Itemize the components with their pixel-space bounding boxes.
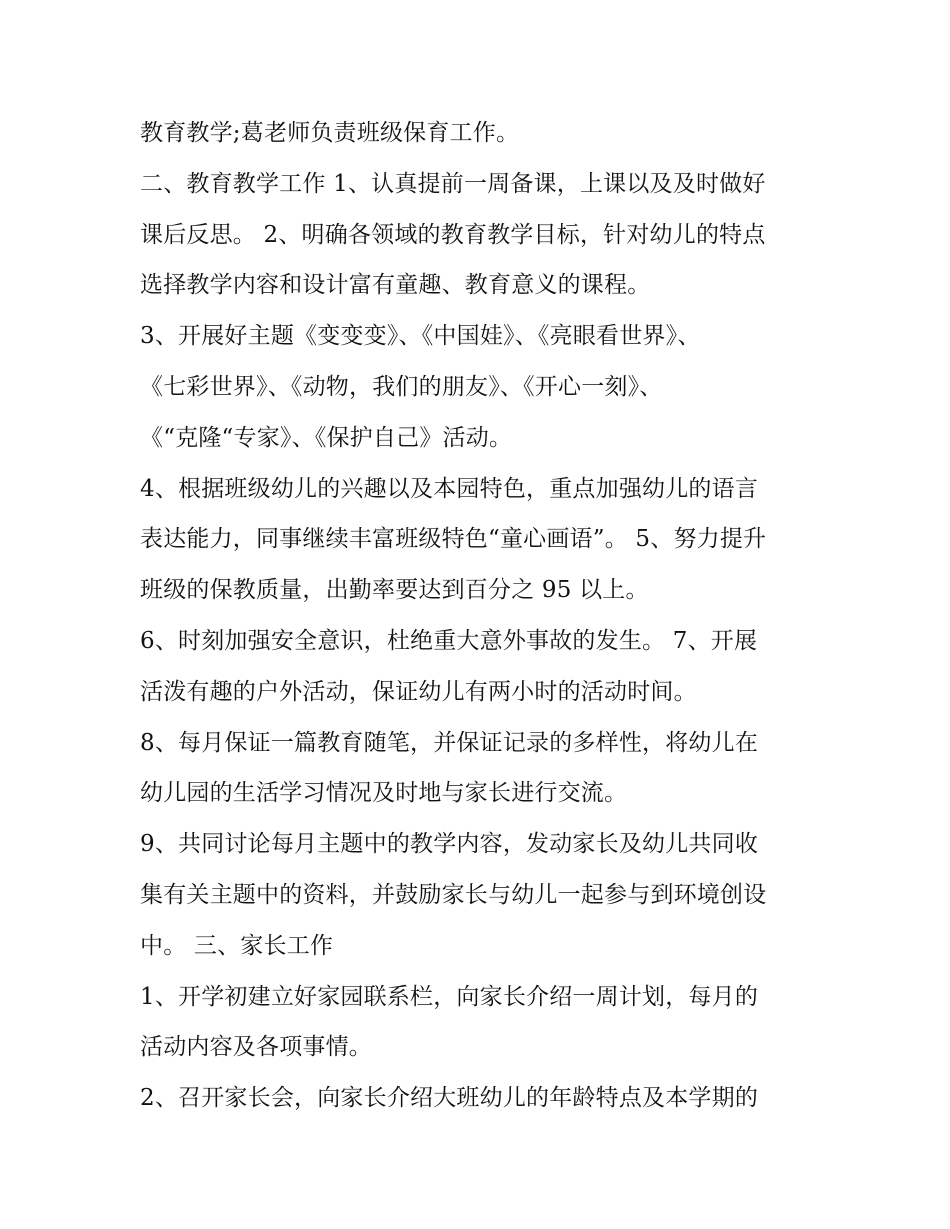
document-body — [140, 108, 840, 1124]
text-line: 3、开展好主题《变变变》、《中国娃》、《亮眼看世界》、 — [140, 323, 701, 350]
text-line: 选择教学内容和设计富有童趣、教育意义的课程。 — [140, 272, 651, 299]
text-line: 8、每月保证一篇教育随笔，并保证记录的多样性，将幼儿在 — [140, 729, 759, 756]
text-line: 《“克隆“专家》、《保护自己》活动。 — [140, 424, 513, 451]
text-line: 表达能力，同事继续丰富班级特色“童心画语”。 5、努力提升 — [140, 526, 767, 553]
text-line: 9、共同讨论每月主题中的教学内容，发动家长及幼儿共同收 — [140, 831, 759, 858]
text-line: 《七彩世界》、《动物，我们的朋友》、《开心一刻》、 — [140, 373, 663, 400]
text-line: 幼儿园的生活学习情况及时地与家长进行交流。 — [140, 780, 628, 807]
text-line: 课后反思。 2、明确各领域的教育教学目标，针对幼儿的特点 — [140, 221, 766, 248]
text-line: 集有关主题中的资料，并鼓励家长与幼儿一起参与到环境创设 — [140, 881, 767, 908]
text-line: 6、时刻加强安全意识，杜绝重大意外事故的发生。 7、开展 — [140, 627, 758, 654]
text-line: 2、召开家长会，向家长介绍大班幼儿的年龄特点及本学期的 — [140, 1085, 759, 1112]
text-line: 二、教育教学工作 1、认真提前一周备课，上课以及及时做好 — [140, 170, 766, 197]
text-line: 1、开学初建立好家园联系栏，向家长介绍一周计划，每月的 — [140, 983, 759, 1010]
text-line: 中。 三、家长工作 — [140, 932, 334, 959]
text-line: 活动内容及各项事情。 — [140, 1034, 372, 1061]
text-line: 活泼有趣的户外活动，保证幼儿有两小时的活动时间。 — [140, 678, 697, 705]
text-line: 4、根据班级幼儿的兴趣以及本园特色，重点加强幼儿的语言 — [140, 475, 759, 502]
text-line: 班级的保教质量，出勤率要达到百分之 95 以上。 — [140, 577, 649, 604]
text-line: 教育教学;葛老师负责班级保育工作。 — [140, 120, 520, 146]
